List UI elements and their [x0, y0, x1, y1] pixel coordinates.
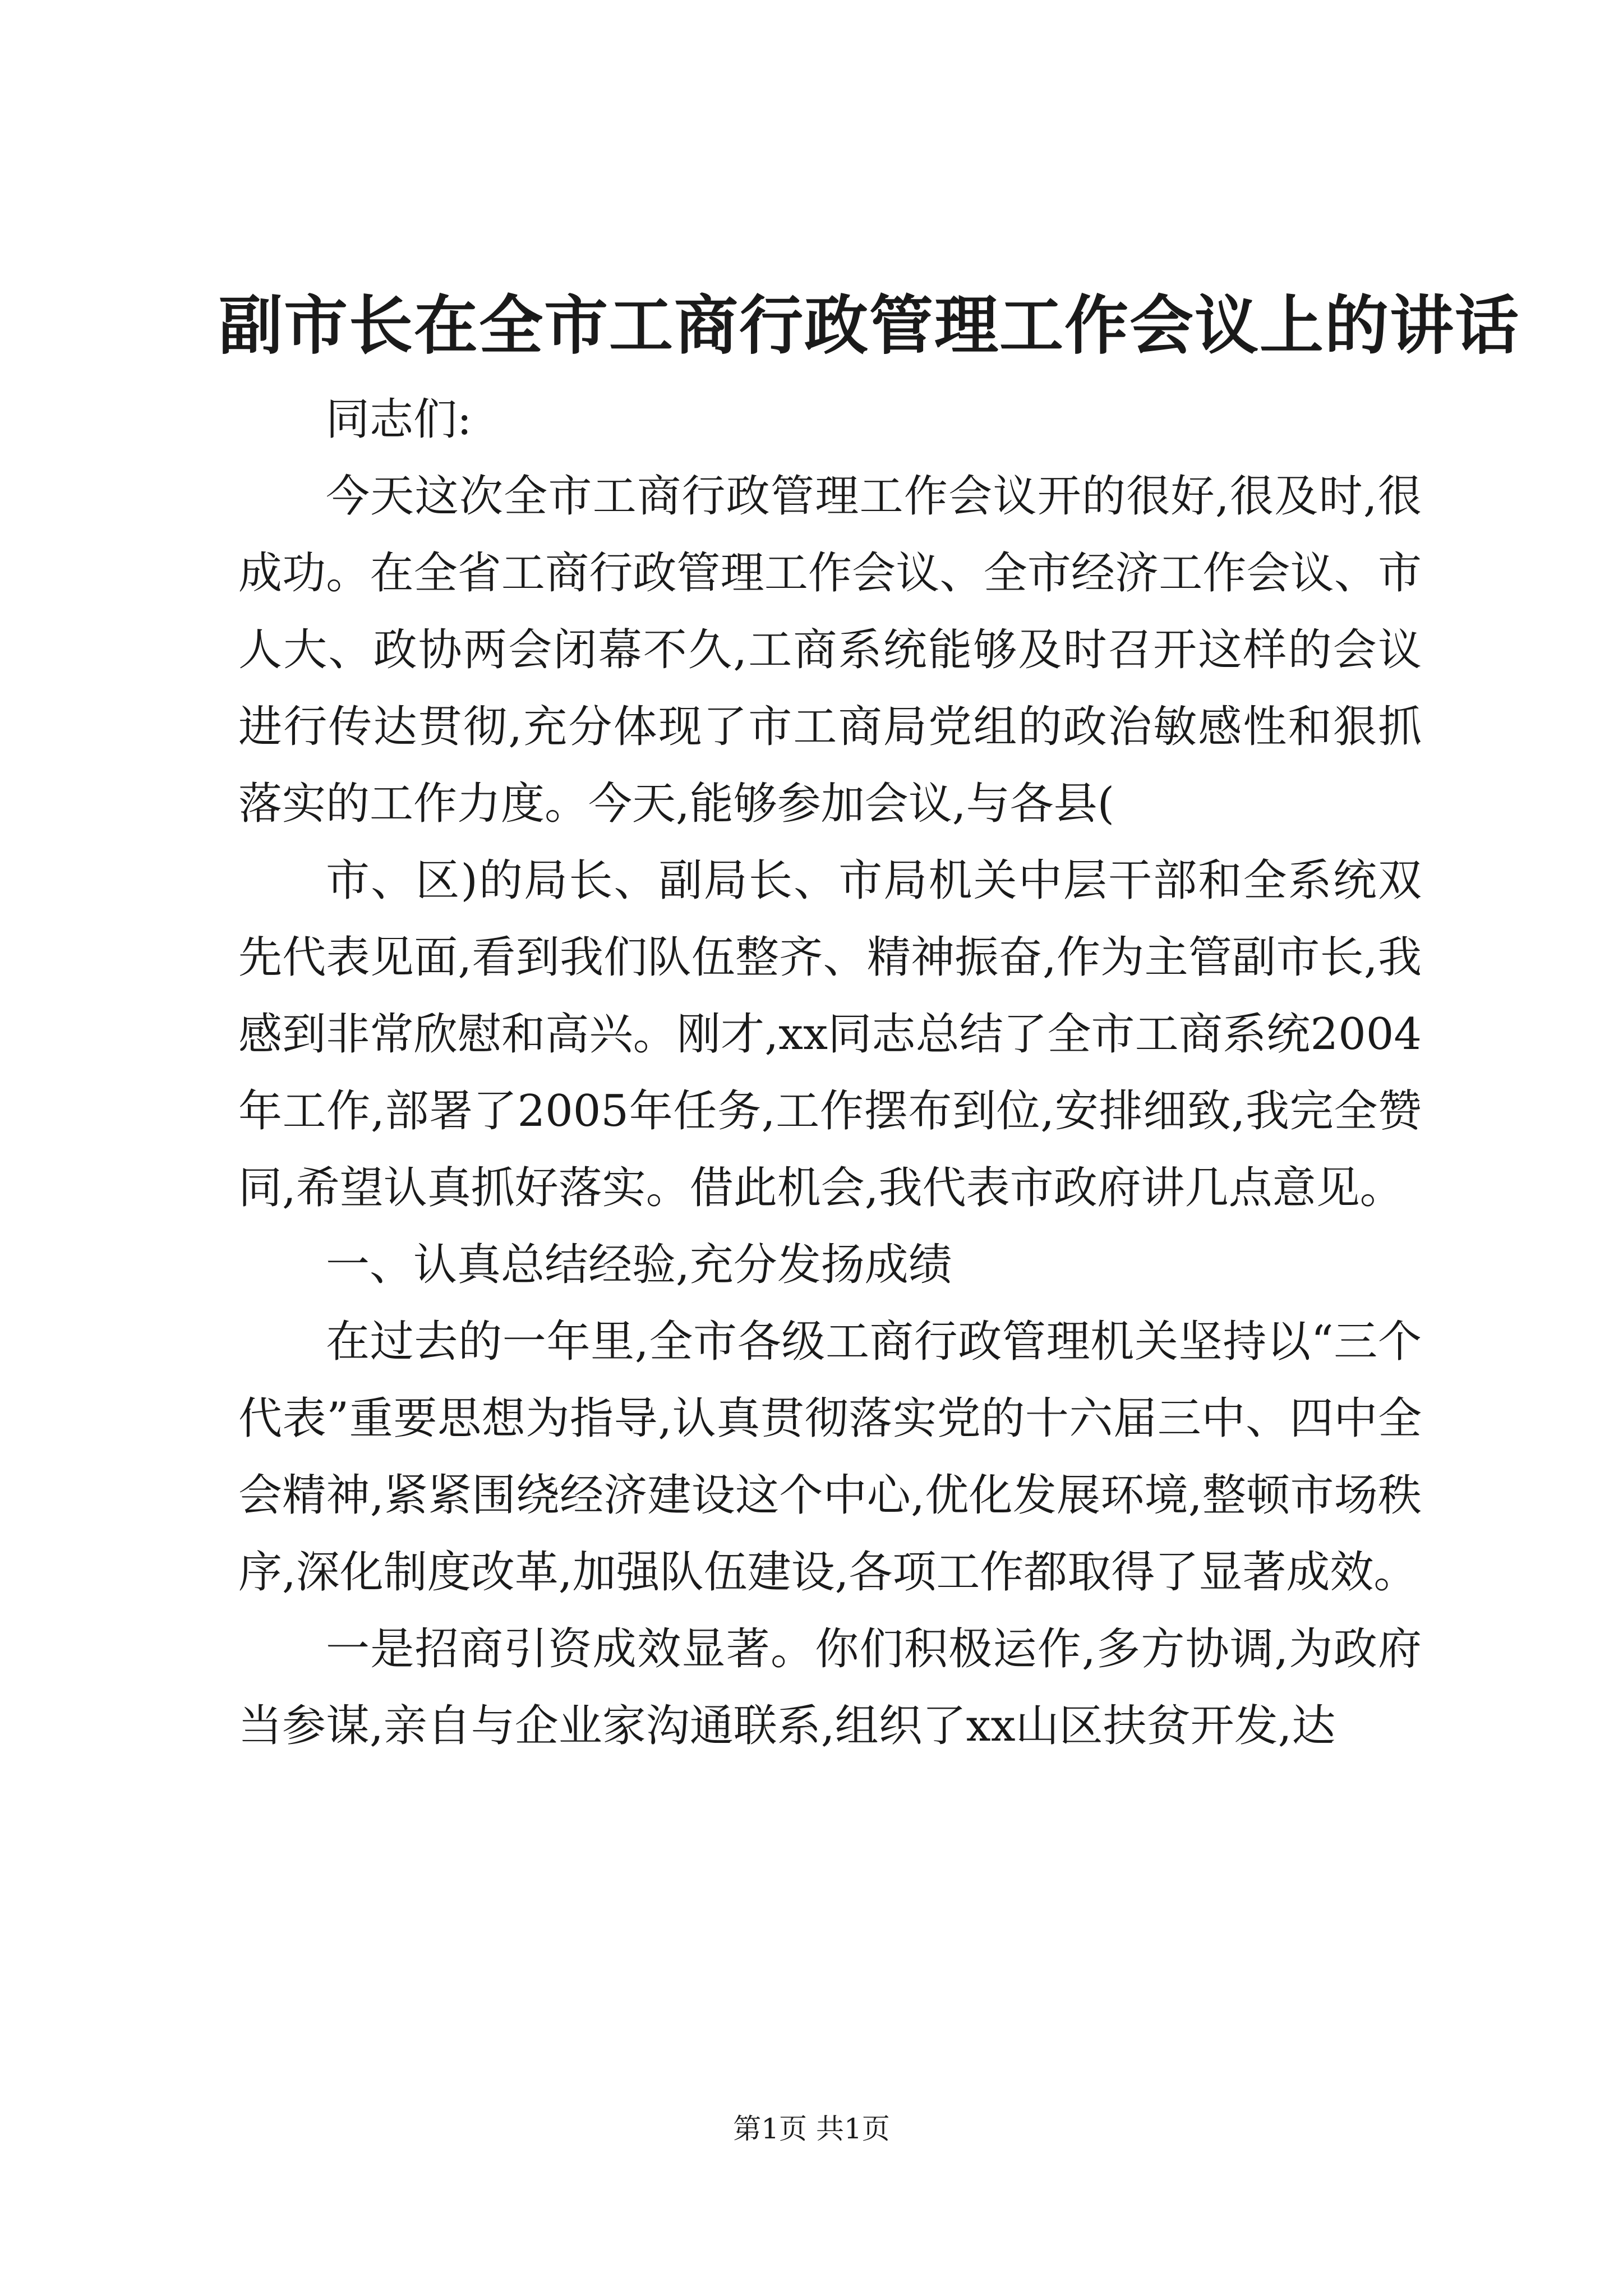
body-paragraph: 今天这次全市工商行政管理工作会议开的很好,很及时,很成功。在全省工商行政管理工作会议、全市经济工作会议、市人大、政协两会闭幕不久,工商系统能够及时召开这样的会议进行传达贯彻,充分体现了市工商局党组的政治敏感性和狠抓落实的工作力度。今天,能够参加会议,与各县( — [238, 471, 1422, 829]
salutation-paragraph: 同志们: — [326, 394, 472, 445]
body-paragraph: 市、区)的局长、副局长、市局机关中层干部和全系统双先代表见面,看到我们队伍整齐、精神振奋,作为主管副市长,我感到非常欣慰和高兴。刚才,xx同志总结了全市工商系统2004年工作,部署了2005年任务,工作摆布到位,安排细致,我完全赞同,希望认真抓好落实。借此机会,我代表市政府讲几点意见。 — [238, 855, 1422, 1213]
body-paragraph: 在过去的一年里,全市各级工商行政管理机关坚持以“三个代表”重要思想为指导,认真贯彻落实党的十六届三中、四中全会精神,紧紧围绕经济建设这个中心,优化发展环境,整顿市场秩序,深化制度改革,加强队伍建设,各项工作都取得了显著成效。 — [238, 1317, 1422, 1598]
section-heading: 一、认真总结经验,充分发扬成绩 — [326, 1240, 952, 1290]
page-footer: 第1页 共1页 — [733, 2113, 890, 2145]
body-paragraph: 一是招商引资成效显著。你们积极运作,多方协调,为政府当参谋,亲自与企业家沟通联系,组织了xx山区扶贫开发,达 — [238, 1624, 1422, 1751]
document-body — [238, 381, 1422, 1765]
document-title: 副市长在全市工商行政管理工作会议上的讲话 — [219, 288, 1520, 363]
